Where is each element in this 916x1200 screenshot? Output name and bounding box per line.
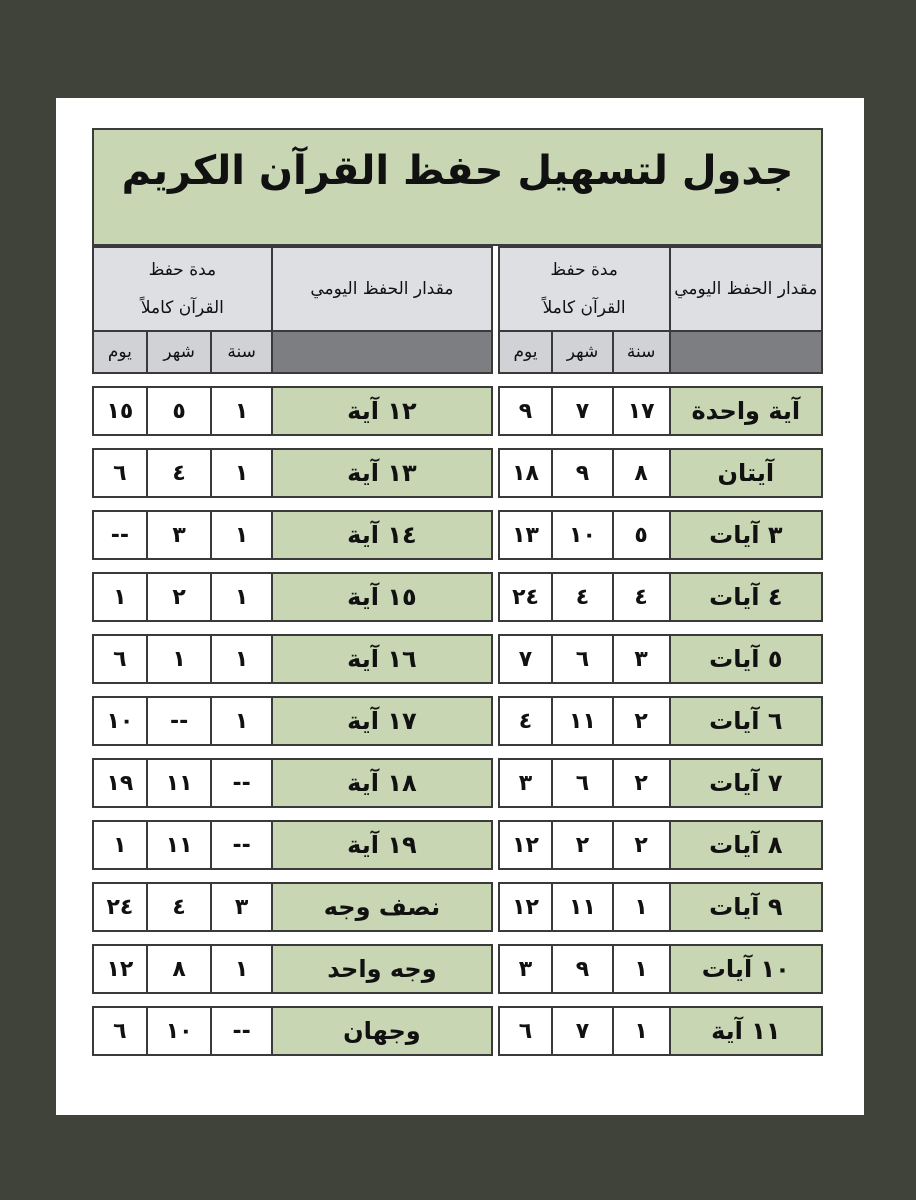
duration-header-line1: مدة حفظ xyxy=(550,260,618,280)
month-cell: ٣ xyxy=(147,511,212,559)
row-spacer xyxy=(93,559,822,573)
month-cell: ١١ xyxy=(147,821,212,869)
table-separator xyxy=(492,635,499,683)
year-cell: ٢ xyxy=(613,759,670,807)
day-cell: ٣ xyxy=(499,759,553,807)
amount-cell: ١٣ آية xyxy=(272,449,492,497)
table-row xyxy=(93,511,822,559)
month-cell: ٩ xyxy=(552,945,612,993)
year-cell: ١ xyxy=(613,1007,670,1055)
year-cell: ١ xyxy=(211,511,271,559)
day-cell: ١٨ xyxy=(499,449,553,497)
month-cell: ٨ xyxy=(147,945,212,993)
year-cell: ٢ xyxy=(613,697,670,745)
month-cell: ٤ xyxy=(147,883,212,931)
year-cell: ١ xyxy=(211,573,271,621)
amount-cell: ١١ آية xyxy=(670,1007,822,1055)
table-separator xyxy=(492,573,499,621)
header-row xyxy=(93,247,822,331)
row-spacer-cell xyxy=(93,683,822,697)
month-header: شهر xyxy=(552,331,612,373)
day-cell: ١٢ xyxy=(499,883,553,931)
table-separator xyxy=(492,883,499,931)
amount-cell: ٤ آيات xyxy=(670,573,822,621)
table-row xyxy=(93,883,822,931)
day-cell: ٦ xyxy=(93,635,147,683)
year-cell: ١ xyxy=(613,945,670,993)
day-cell: ١٢ xyxy=(93,945,147,993)
day-cell: ٢٤ xyxy=(499,573,553,621)
year-cell: ١ xyxy=(211,449,271,497)
amount-cell: وجهان xyxy=(272,1007,492,1055)
year-cell: ٢ xyxy=(613,821,670,869)
table-separator xyxy=(492,247,499,331)
row-spacer xyxy=(93,497,822,511)
amount-cell: ١٤ آية xyxy=(272,511,492,559)
row-spacer xyxy=(93,869,822,883)
month-cell: ٤ xyxy=(147,449,212,497)
row-spacer xyxy=(93,435,822,449)
amount-cell: ٨ آيات xyxy=(670,821,822,869)
amount-cell: آيتان xyxy=(670,449,822,497)
row-spacer xyxy=(93,807,822,821)
year-cell: -- xyxy=(211,759,271,807)
month-cell: ١١ xyxy=(552,697,612,745)
day-cell: ٧ xyxy=(499,635,553,683)
month-cell: ١ xyxy=(147,635,212,683)
amount-cell: ١٦ آية xyxy=(272,635,492,683)
year-cell: ٨ xyxy=(613,449,670,497)
day-cell: ٦ xyxy=(499,1007,553,1055)
amount-cell: ٧ آيات xyxy=(670,759,822,807)
table-separator xyxy=(492,387,499,435)
amount-cell: ٣ آيات xyxy=(670,511,822,559)
month-cell: ٦ xyxy=(552,635,612,683)
row-spacer-cell xyxy=(93,559,822,573)
table-row xyxy=(93,573,822,621)
day-cell: ١٩ xyxy=(93,759,147,807)
month-cell: ٥ xyxy=(147,387,212,435)
amount-cell: ١٧ آية xyxy=(272,697,492,745)
memorization-table xyxy=(92,246,823,1056)
month-cell: ١٠ xyxy=(147,1007,212,1055)
amount-cell: نصف وجه xyxy=(272,883,492,931)
amount-cell: ١٨ آية xyxy=(272,759,492,807)
duration-header xyxy=(499,247,670,331)
amount-cell: آية واحدة xyxy=(670,387,822,435)
month-cell: ١١ xyxy=(552,883,612,931)
year-header: سنة xyxy=(613,331,670,373)
document-sheet xyxy=(56,98,864,1115)
title-box xyxy=(92,128,823,246)
table-row xyxy=(93,759,822,807)
day-cell: ١٢ xyxy=(499,821,553,869)
row-spacer-cell xyxy=(93,807,822,821)
table-row xyxy=(93,821,822,869)
amount-cell: ١٥ آية xyxy=(272,573,492,621)
month-cell: ١٠ xyxy=(552,511,612,559)
day-cell: ٤ xyxy=(499,697,553,745)
day-cell: ١ xyxy=(93,821,147,869)
year-cell: ١ xyxy=(211,387,271,435)
amount-header: مقدار الحفظ اليومي xyxy=(670,247,822,331)
amount-cell: ١٢ آية xyxy=(272,387,492,435)
month-cell: ٩ xyxy=(552,449,612,497)
table-row xyxy=(93,449,822,497)
day-cell: ١٥ xyxy=(93,387,147,435)
amount-cell: ٩ آيات xyxy=(670,883,822,931)
row-spacer-cell xyxy=(93,993,822,1007)
year-cell: ١٧ xyxy=(613,387,670,435)
table-separator xyxy=(492,945,499,993)
day-header: يوم xyxy=(93,331,147,373)
amount-cell: ٥ آيات xyxy=(670,635,822,683)
day-header: يوم xyxy=(499,331,553,373)
table-separator xyxy=(492,1007,499,1055)
table-separator xyxy=(492,331,499,373)
row-spacer-cell xyxy=(93,745,822,759)
month-cell: ١١ xyxy=(147,759,212,807)
year-header: سنة xyxy=(211,331,271,373)
table-separator xyxy=(492,449,499,497)
year-cell: ٣ xyxy=(613,635,670,683)
row-spacer-cell xyxy=(93,621,822,635)
year-cell: -- xyxy=(211,821,271,869)
amount-header: مقدار الحفظ اليومي xyxy=(272,247,492,331)
amount-cell: ٦ آيات xyxy=(670,697,822,745)
day-cell: ٢٤ xyxy=(93,883,147,931)
subheader-row xyxy=(93,331,822,373)
row-spacer-cell xyxy=(93,869,822,883)
row-spacer-cell xyxy=(93,497,822,511)
year-cell: ١ xyxy=(211,945,271,993)
month-cell: ٢ xyxy=(147,573,212,621)
amount-cell: ١٠ آيات xyxy=(670,945,822,993)
day-cell: ٣ xyxy=(499,945,553,993)
table-row xyxy=(93,635,822,683)
row-spacer xyxy=(93,993,822,1007)
duration-header-line2: القرآن كاملاً xyxy=(542,298,626,318)
day-cell: ٩ xyxy=(499,387,553,435)
table-separator xyxy=(492,821,499,869)
table-row xyxy=(93,945,822,993)
row-spacer-cell xyxy=(93,931,822,945)
year-cell: -- xyxy=(211,1007,271,1055)
year-cell: ١ xyxy=(613,883,670,931)
table-row xyxy=(93,697,822,745)
duration-header-line1: مدة حفظ xyxy=(148,260,217,280)
day-cell: ١٠ xyxy=(93,697,147,745)
row-spacer xyxy=(93,745,822,759)
row-spacer xyxy=(93,683,822,697)
day-cell: ١ xyxy=(93,573,147,621)
page-title: جدول لتسهيل حفظ القرآن الكريم xyxy=(121,148,794,194)
month-cell: ٧ xyxy=(552,387,612,435)
row-spacer xyxy=(93,621,822,635)
row-spacer xyxy=(93,373,822,387)
row-spacer-cell xyxy=(93,373,822,387)
table-row xyxy=(93,387,822,435)
month-cell: -- xyxy=(147,697,212,745)
month-cell: ٦ xyxy=(552,759,612,807)
month-header: شهر xyxy=(147,331,212,373)
month-cell: ٤ xyxy=(552,573,612,621)
row-spacer xyxy=(93,931,822,945)
amount-subheader-blank xyxy=(272,331,492,373)
amount-cell: وجه واحد xyxy=(272,945,492,993)
table-separator xyxy=(492,511,499,559)
table-row xyxy=(93,1007,822,1055)
duration-header-line2: القرآن كاملاً xyxy=(140,298,224,318)
day-cell: ٦ xyxy=(93,449,147,497)
day-cell: -- xyxy=(93,511,147,559)
month-cell: ٢ xyxy=(552,821,612,869)
duration-header xyxy=(93,247,272,331)
month-cell: ٧ xyxy=(552,1007,612,1055)
table-separator xyxy=(492,759,499,807)
year-cell: ١ xyxy=(211,697,271,745)
day-cell: ٦ xyxy=(93,1007,147,1055)
year-cell: ٤ xyxy=(613,573,670,621)
year-cell: ١ xyxy=(211,635,271,683)
amount-cell: ١٩ آية xyxy=(272,821,492,869)
amount-subheader-blank xyxy=(670,331,822,373)
table-separator xyxy=(492,697,499,745)
year-cell: ٥ xyxy=(613,511,670,559)
day-cell: ١٣ xyxy=(499,511,553,559)
row-spacer-cell xyxy=(93,435,822,449)
year-cell: ٣ xyxy=(211,883,271,931)
